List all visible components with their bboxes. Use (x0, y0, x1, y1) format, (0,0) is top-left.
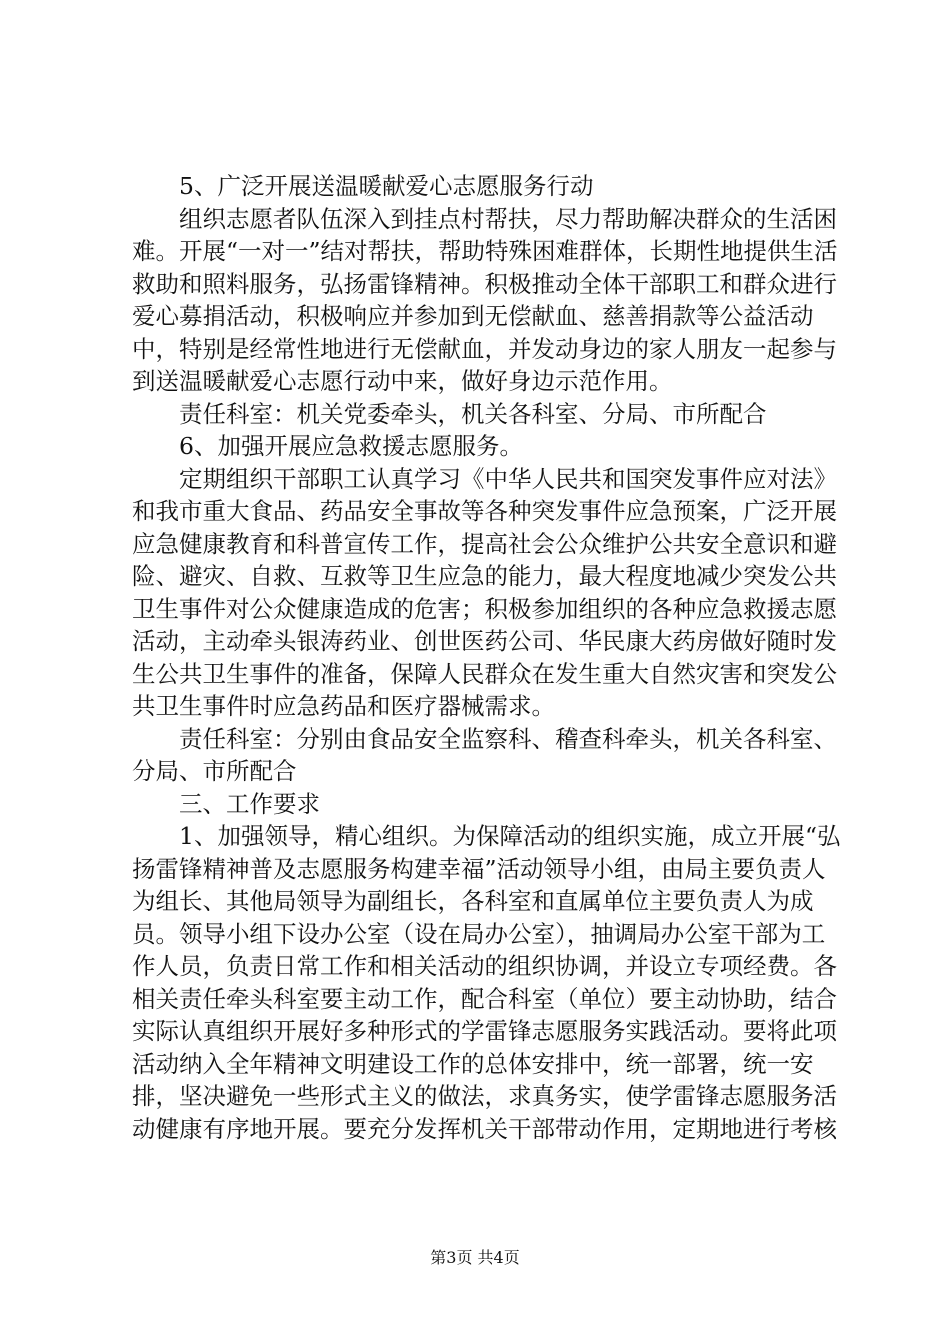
responsibility-line-5: 责任科室：机关党委牵头，机关各科室、分局、市所配合 (179, 399, 767, 428)
paragraph-volunteer-warmth: 组织志愿者队伍深入到挂点村帮扶，尽力帮助解决群众的生活困难。开展“一对一”结对帮扶，帮助特殊困难群体，长期性地提供生活救助和照料服务，弘扬雷锋精神。积极推动全体干部职工和群众进行爱心募捐活动，积极响应并参加到无偿献血、慈善捐款等公益活动中，特别是经常性地进行无偿献血，并发动身边的家人朋友一起参与到送温暖献爱心志愿行动中来，做好身边示范作用。 (132, 204, 838, 395)
heading-work-requirements: 三、工作要求 (179, 789, 320, 818)
heading-section-6: 6、加强开展应急救援志愿服务。 (179, 432, 523, 460)
paragraph-leadership: 1、加强领导，精心组织。为保障活动的组织实施，成立开展“弘扬雷锋精神普及志愿服务构建幸福”活动领导小组，由局主要负责人为组长、其他局领导为副组长，各科室和直属单位主要负责人为成员。领导小组下设办公室（设在局办公室），抽调局办公室干部为工作人员，负责日常工作和相关活动的组织协调，并设立专项经费。各相关责任牵头科室要主动工作，配合科室（单位）要主动协助，结合实际认真组织开展好多种形式的学雷锋志愿服务实践活动。要将此项活动纳入全年精神文明建设工作的总体安排中，统一部署，统一安排，坚决避免一些形式主义的做法，求真务实，使学雷锋志愿服务活动健康有序地开展。要充分发挥机关干部带动作用，定期地进行考核 (132, 822, 841, 1143)
page-number-footer: 第3页 共4页 (430, 1248, 520, 1267)
responsibility-line-6: 责任科室：分别由食品安全监察科、稽查科牵头，机关各科室、分局、市所配合 (132, 724, 837, 785)
heading-section-5: 5、广泛开展送温暖献爱心志愿服务行动 (179, 172, 594, 200)
document-body (132, 170, 842, 1145)
paragraph-emergency-rescue: 定期组织干部职工认真学习《中华人民共和国突发事件应对法》和我市重大食品、药品安全事故等各种突发事件应急预案，广泛开展应急健康教育和科普宣传工作，提高社会公众维护公共安全意识和避险、避灾、自救、互救等卫生应急的能力，最大程度地减少突发公共卫生事件对公众健康造成的危害；积极参加组织的各种应急救援志愿活动，主动牵头银涛药业、创世医药公司、华民康大药房做好随时发生公共卫生事件的准备，保障人民群众在发生重大自然灾害和突发公共卫生事件时应急药品和医疗器械需求。 (132, 464, 837, 720)
